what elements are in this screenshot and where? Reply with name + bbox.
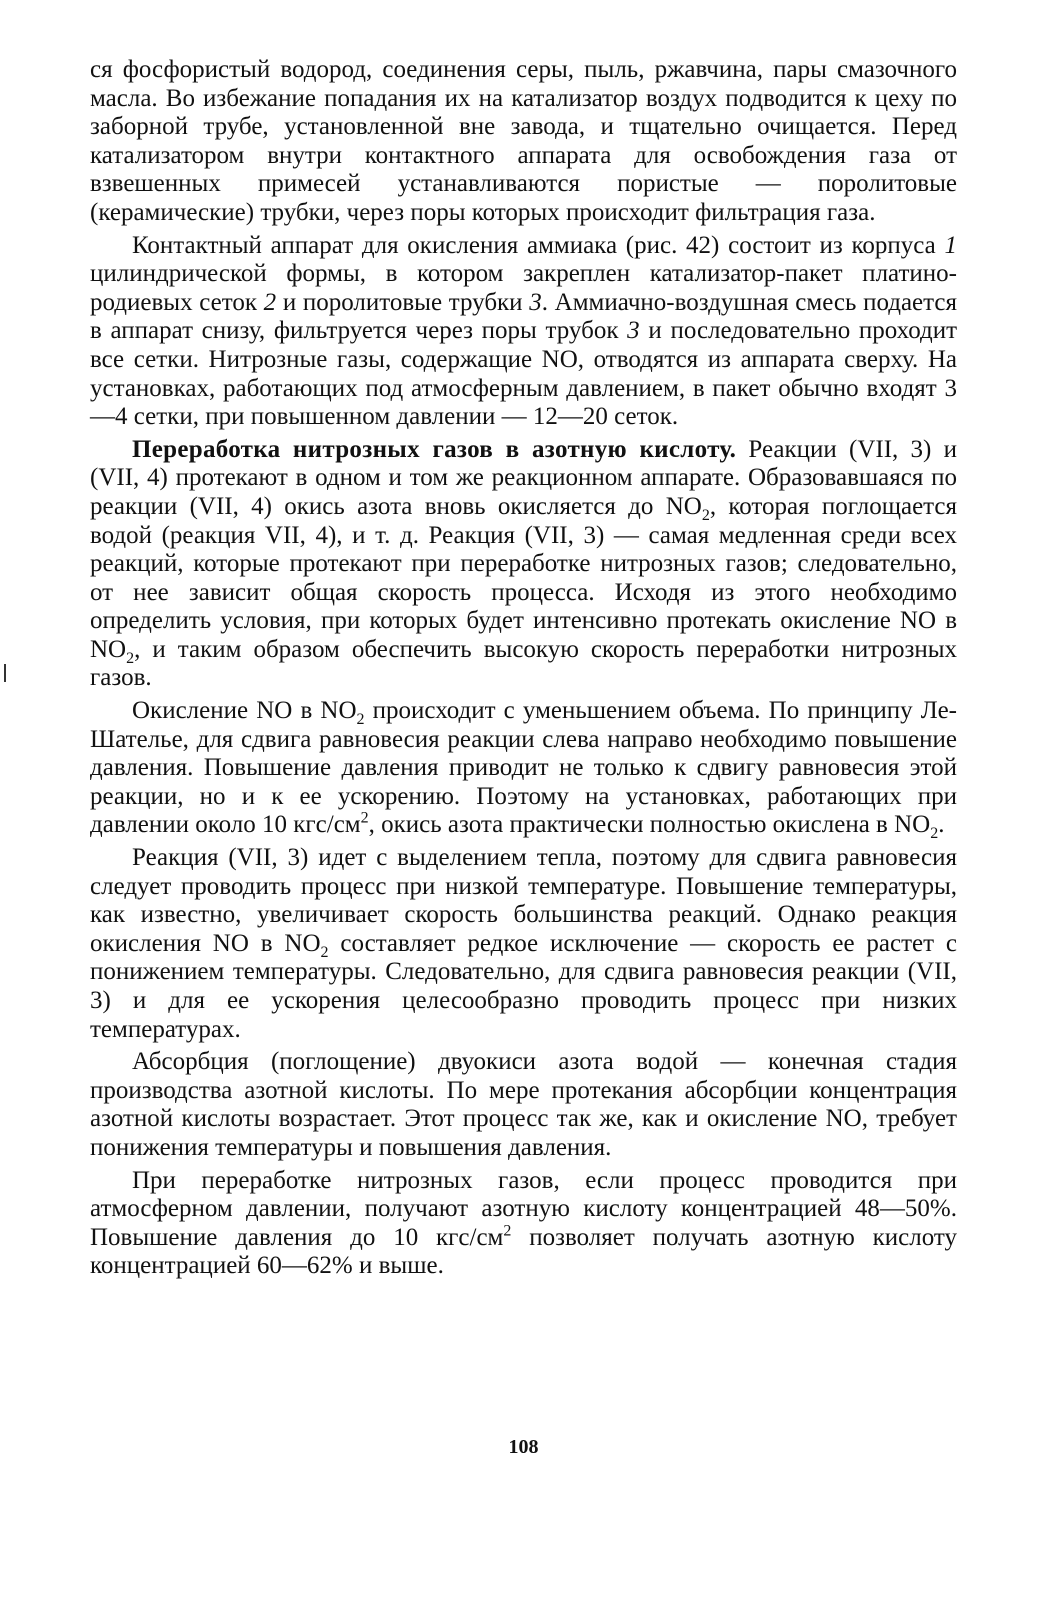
page-number: 108 — [508, 1436, 539, 1458]
ref-number: 1 — [944, 231, 957, 259]
ref-number: 3 — [627, 317, 640, 345]
scan-edge-mark — [4, 664, 6, 682]
paragraph-5: Реакция (VII, 3) идет с выделением тепла, поэтому для сдвига равновесия следует проводить процесс при низкой температуре. Повышение температуры, как известно, увеличивает скорость большинства реакций. Однако реакция окисления NO в $NO_2$ составляет редкое исключение — скорость ее растет с понижением температуры. Следовательно, для сдвига равновесия реакции (VII, 3) и для ее ускорения целесообразно проводить процесс при низких температурах. — [90, 844, 957, 1043]
paragraph-6: Абсорбция (поглощение) двуокиси азота водой — конечная стадия производства азотной кислоты. По мере протекания абсорбции концентрация азотной кислоты возрастает. Этот процесс так же, как и окисление NO, требует понижения температуры и повышения давления. — [90, 1048, 957, 1161]
paragraph-4: Окисление NO в $NO_2$ происходит с уменьшением объема. По принципу Ле-Шателье, для сдвига равновесия реакции слева направо необходимо повышение давления. Повышение давления приводит не только к сдвигу равновесия этой реакции, но и к ее ускорению. Поэтому на установках, работающих при давлении около 10 кгс/$см^2$, окись азота практически полностью окислена в $NO_2$. — [90, 697, 957, 843]
paragraph-3: Переработка нитрозных газов в азотную кислоту. Реакции (VII, 3) и (VII, 4) протекают в одном и том же реакционном аппарате. Образовавшаяся по реакции (VII, 4) окись азота вновь окисляется до $NO_2$, которая поглощается водой (реакция VII, 4), и т. д. Реакция (VII, 3) — самая медленная среди всех реакций, которые протекают при переработке нитрозных газов; следовательно, от нее зависит общая скорость процесса. Исходя из этого необходимо определить условия, при которых будет интенсивно протекать окисление NO в $NO_2$, и таким образом обеспечить высокую скорость переработки нитрозных газов. — [90, 435, 958, 692]
paragraph-2: Контактный аппарат для окисления аммиака (рис. 42) состоит из корпуса 1 цилиндрической формы, в котором закреплен катализатор-пакет платино-родиевых сеток 2 и поролитовые трубки 3. Аммиачно-воздушная смесь подается в аппарат снизу, фильтруется через поры трубок 3 и последовательно проходит все сетки. Нитрозные газы, содержащие NO, отводятся из аппарата сверху. На установках, работающих под атмосферным давлением, в пакет обычно входят 3—4 сетки, при повышенном давлении — 12—20 сеток. — [90, 231, 958, 431]
text-body — [90, 56, 957, 1281]
ref-number: 2 — [263, 288, 277, 316]
section-heading: Переработка нитрозных газов в азотную кислоту. — [132, 435, 737, 463]
paragraph-7: При переработке нитрозных газов, если процесс проводится при атмосферном давлении, получают азотную кислоту концентрацией 48—50%. Повышение давления до 10 кгс/$см^2$ позволяет получать азотную кислоту концентрацией 60—62% и выше. — [90, 1166, 957, 1280]
paragraph-1: ся фосфористый водород, соединения серы, пыль, ржавчина, пары смазочного масла. Во избежание попадания их на катализатор воздух подводится к цеху по заборной трубе, установленной вне завода, и тщательно очищается. Перед катализатором внутри контактного аппарата для освобождения газа от взвешенных примесей устанавливаются пористые — поролитовые (керамические) трубки, через поры которых происходит фильтрация газа. — [90, 56, 957, 226]
ref-number: 3 — [529, 288, 542, 316]
